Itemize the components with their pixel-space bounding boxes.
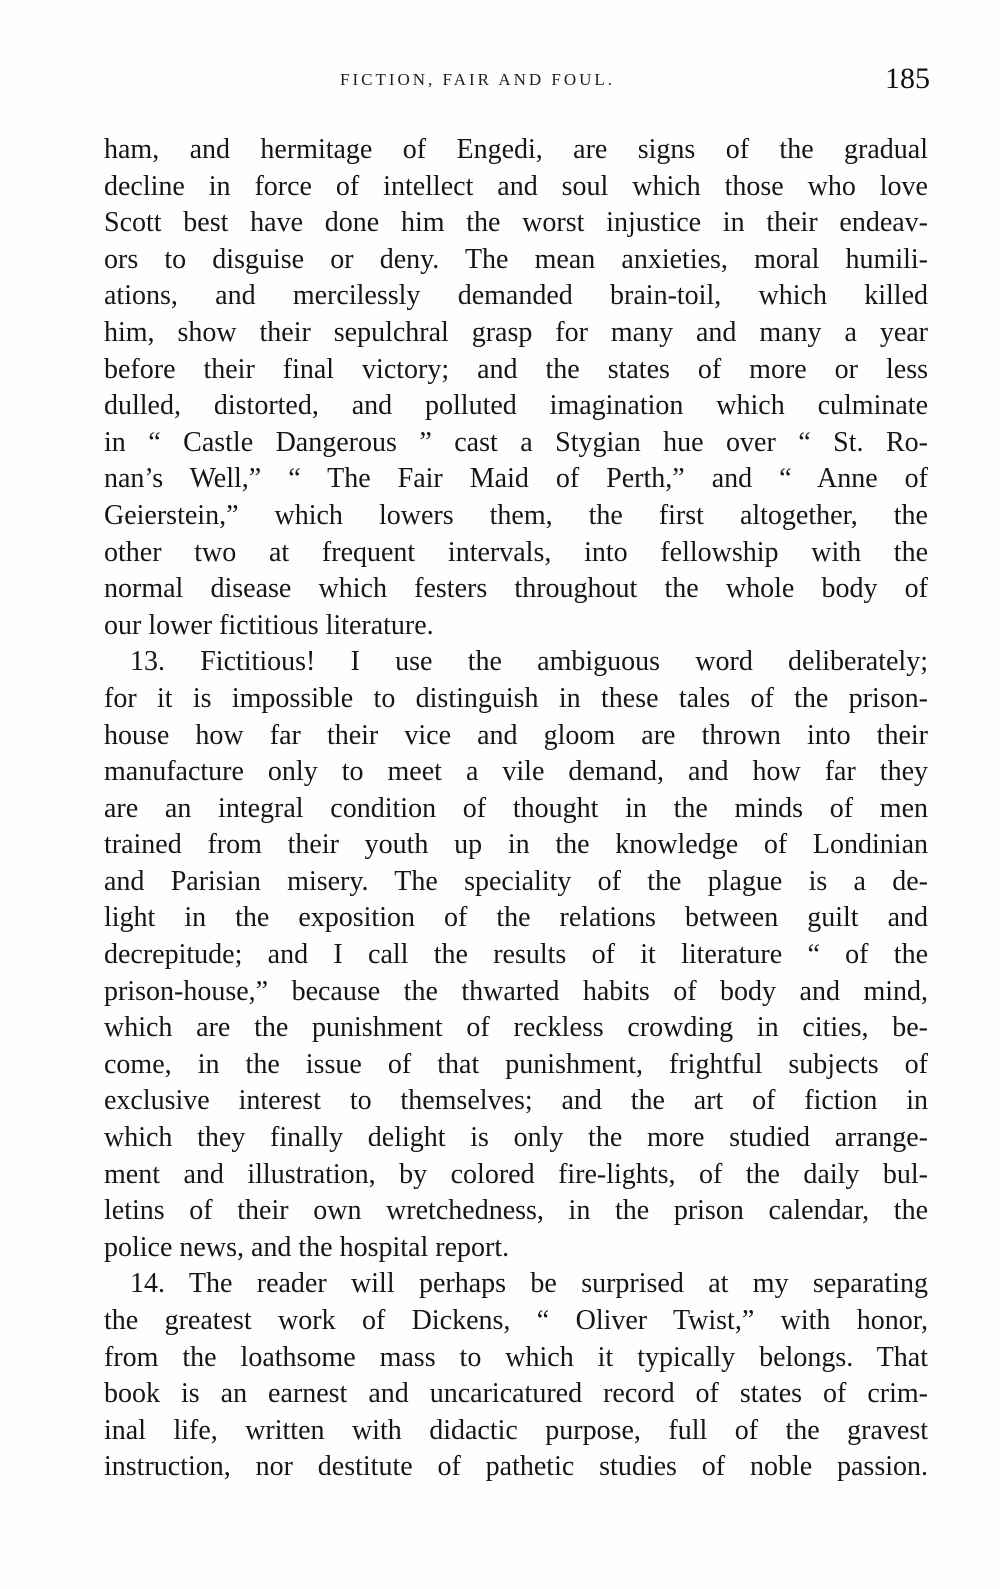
text-line: ham, and hermitage of Engedi, are signs of the gradual [104,134,928,165]
body-text [104,132,928,1486]
text-line: come, in the issue of that punishment, frightful subjects of [104,1048,928,1080]
text-line: in “ Castle Dangerous ” cast a Stygian hue over “ St. Ro- [104,426,928,458]
text-line: house how far their vice and gloom are thrown into their [104,719,928,751]
text-line: for it is impossible to distinguish in these tales of the prison- [104,682,928,714]
page-number: 185 [885,62,930,95]
paragraph-14-start: 14. The reader will perhaps be surprised at my separating [130,1268,928,1300]
text-line: him, show their sepulchral grasp for many and many a year [104,316,928,348]
text-line: and Parisian misery. The speciality of the plague is a de- [104,865,928,897]
text-line: which are the punishment of reckless crowding in cities, be- [104,1012,928,1044]
text-line: light in the exposition of the relations between guilt and [104,902,928,934]
text-line: are an integral condition of thought in the minds of men [104,792,928,824]
text-line: dulled, distorted, and polluted imagination which culminate [104,390,928,422]
text-line: prison-house,” because the thwarted habits of body and mind, [104,975,928,1007]
text-line: Scott best have done him the worst injustice in their endeav- [104,207,928,239]
paragraph-end-line: police news, and the hospital report. [104,1231,510,1263]
text-line: exclusive interest to themselves; and the art of fiction in [104,1085,928,1117]
text-line: from the loathsome mass to which it typically belongs. That [104,1341,928,1373]
running-title: FICTION, FAIR AND FOUL. [340,70,616,89]
paragraph-end-line: our lower fictitious literature. [104,609,434,641]
text-line: Geierstein,” which lowers them, the first altogether, the [104,499,928,531]
text-line: manufacture only to meet a vile demand, and how far they [104,756,928,788]
text-line: decrepitude; and I call the results of it literature “ of the [104,939,928,971]
text-line: which they finally delight is only the more studied arrange- [104,1122,928,1154]
text-line: other two at frequent intervals, into fellowship with the [104,536,928,568]
text-line: ors to disguise or deny. The mean anxieties, moral humili- [104,243,928,275]
text-line: nan’s Well,” “ The Fair Maid of Perth,” and “ Anne of [104,463,928,495]
text-line: book is an earnest and uncaricatured record of states of crim- [104,1378,928,1410]
text-line: trained from their youth up in the knowledge of Londinian [104,829,928,861]
text-line: ations, and mercilessly demanded brain-toil, which killed [104,280,928,312]
paragraph-13-start: 13. Fictitious! I use the ambiguous word deliberately; [130,646,928,678]
text-line: inal life, written with didactic purpose, full of the gravest [104,1414,928,1446]
text-line: instruction, nor destitute of pathetic studies of noble passion. [104,1451,928,1483]
text-line: letins of their own wretchedness, in the prison calendar, the [104,1195,928,1227]
text-line: before their final victory; and the states of more or less [104,353,928,385]
text-line: the greatest work of Dickens, “ Oliver Twist,” with honor, [104,1305,928,1336]
text-line: ment and illustration, by colored fire-lights, of the daily bul- [104,1158,928,1190]
text-line: normal disease which festers throughout the whole body of [104,573,928,605]
text-line: decline in force of intellect and soul which those who love [104,170,928,202]
